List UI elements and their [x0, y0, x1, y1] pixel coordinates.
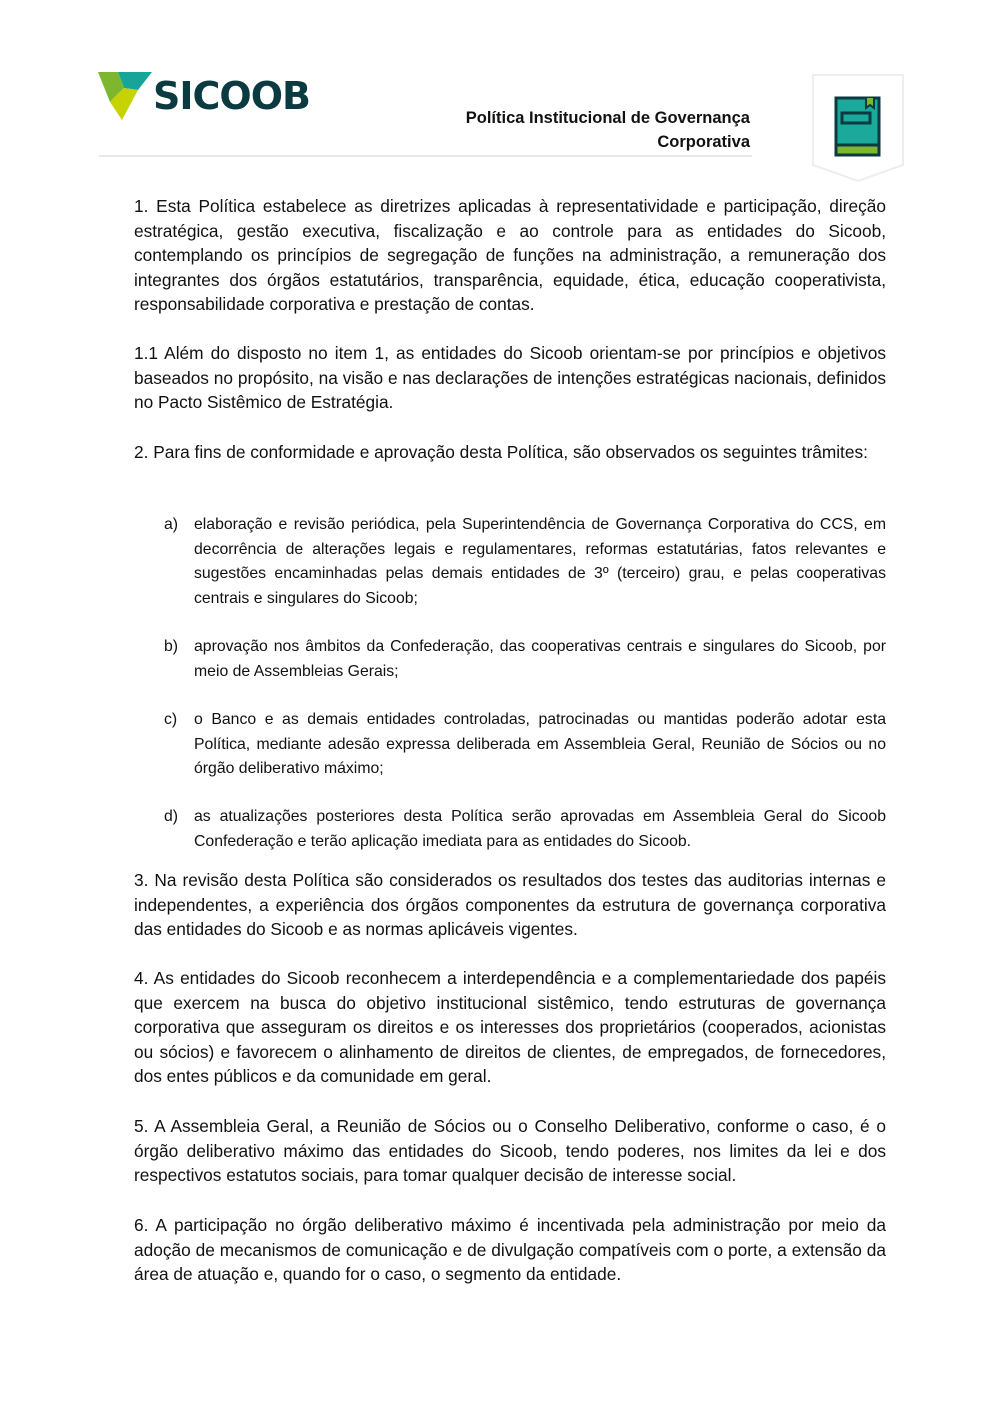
- list-label: c): [164, 711, 178, 728]
- list-label: d): [164, 808, 179, 825]
- list-text: aprovação nos âmbitos da Confederação, das cooperativas centrais e singulares do Sicoob, por meio de Assembleias Gerais;: [194, 638, 886, 680]
- list-text: as atualizações posteriores desta Política serão aprovadas em Assembleia Geral do Sicoob Confederação e terão aplicação imediata para as entidades do Sicoob.: [194, 808, 886, 850]
- paragraph-3: 3. Na revisão desta Política são considerados os resultados dos testes das auditorias internas e independentes, a experiência dos órgãos componentes da estrutura de governança corporativa das entidades do Sicoob e as normas aplicáveis vigentes.: [134, 870, 886, 939]
- paragraph-5: 5. A Assembleia Geral, a Reunião de Sócios ou o Conselho Deliberativo, conforme o caso, é o órgão deliberativo máximo das entidades do Sicoob, tendo poderes, nos limites da lei e dos respectivos estatutos sociais, para tomar qualquer decisão de interesse social.: [134, 1116, 886, 1185]
- paragraph-4: 4. As entidades do Sicoob reconhecem a interdependência e a complementariedade dos papéis que exercem na busca do objetivo institucional sistêmico, tendo estruturas de governança corporativa que asseguram os direitos e os interesses dos proprietários (cooperados, acionistas ou sócios) e favorecem o alinhamento de direitos de clientes, de empregados, de fornecedores, dos entes públicos e da comunidade em geral.: [134, 968, 886, 1086]
- paragraph-2: 2. Para fins de conformidade e aprovação desta Política, são observados os seguintes trâmites:: [134, 442, 868, 462]
- title-line-2: Corporativa: [657, 133, 750, 151]
- paragraph-6: 6. A participação no órgão deliberativo máximo é incentivada pela administração por meio da adoção de mecanismos de comunicação e de divulgação compatíveis com o porte, a extensão da área de atuação e, quando for o caso, o segmento da entidade.: [134, 1215, 886, 1284]
- book-badge-icon: [809, 73, 907, 183]
- sicoob-logo: [98, 72, 318, 122]
- list-item: [164, 708, 886, 782]
- list-label: b): [164, 638, 179, 655]
- paragraph-1-1: 1.1 Além do disposto no item 1, as entidades do Sicoob orientam-se por princípios e objetivos baseados no propósito, na visão e nas declarações de intenções estratégicas nacionais, definidos no Pacto Sistêmico de Estratégia.: [134, 343, 886, 412]
- list-text: elaboração e revisão periódica, pela Superintendência de Governança Corporativa do CCS, em decorrência de alterações legais e regulamentares, reformas estatutárias, fatos relevantes e sugestões encaminhadas pelas demais entidades de 3º (terceiro) grau, e pelas cooperativas centrais e singulares do Sicoob;: [194, 516, 886, 607]
- list-item: [164, 635, 886, 684]
- list-item: [164, 513, 886, 611]
- paragraph-1: 1. Esta Política estabelece as diretrizes aplicadas à representatividade e participação, direção estratégica, gestão executiva, fiscalização e ao controle para as entidades do Sicoob, contemplando os princípios de segregação de funções na administração, a remuneração dos integrantes dos órgãos estatutários, transparência, equidade, ética, educação cooperativista, responsabilidade corporativa e prestação de contas.: [134, 196, 886, 314]
- list-label: a): [164, 516, 179, 533]
- header-divider: [99, 155, 752, 157]
- sicoob-logo-icon: [98, 72, 153, 122]
- list-item: [164, 805, 886, 854]
- document-title: [466, 106, 750, 154]
- logo-text: SICOOB: [153, 74, 310, 118]
- list-text: o Banco e as demais entidades controladas, patrocinadas ou mantidas poderão adotar esta Política, mediante adesão expressa deliberada em Assembleia Geral, Reunião de Sócios ou no órgão deliberativo máximo;: [194, 711, 886, 777]
- title-line-1: Política Institucional de Governança: [465, 109, 750, 127]
